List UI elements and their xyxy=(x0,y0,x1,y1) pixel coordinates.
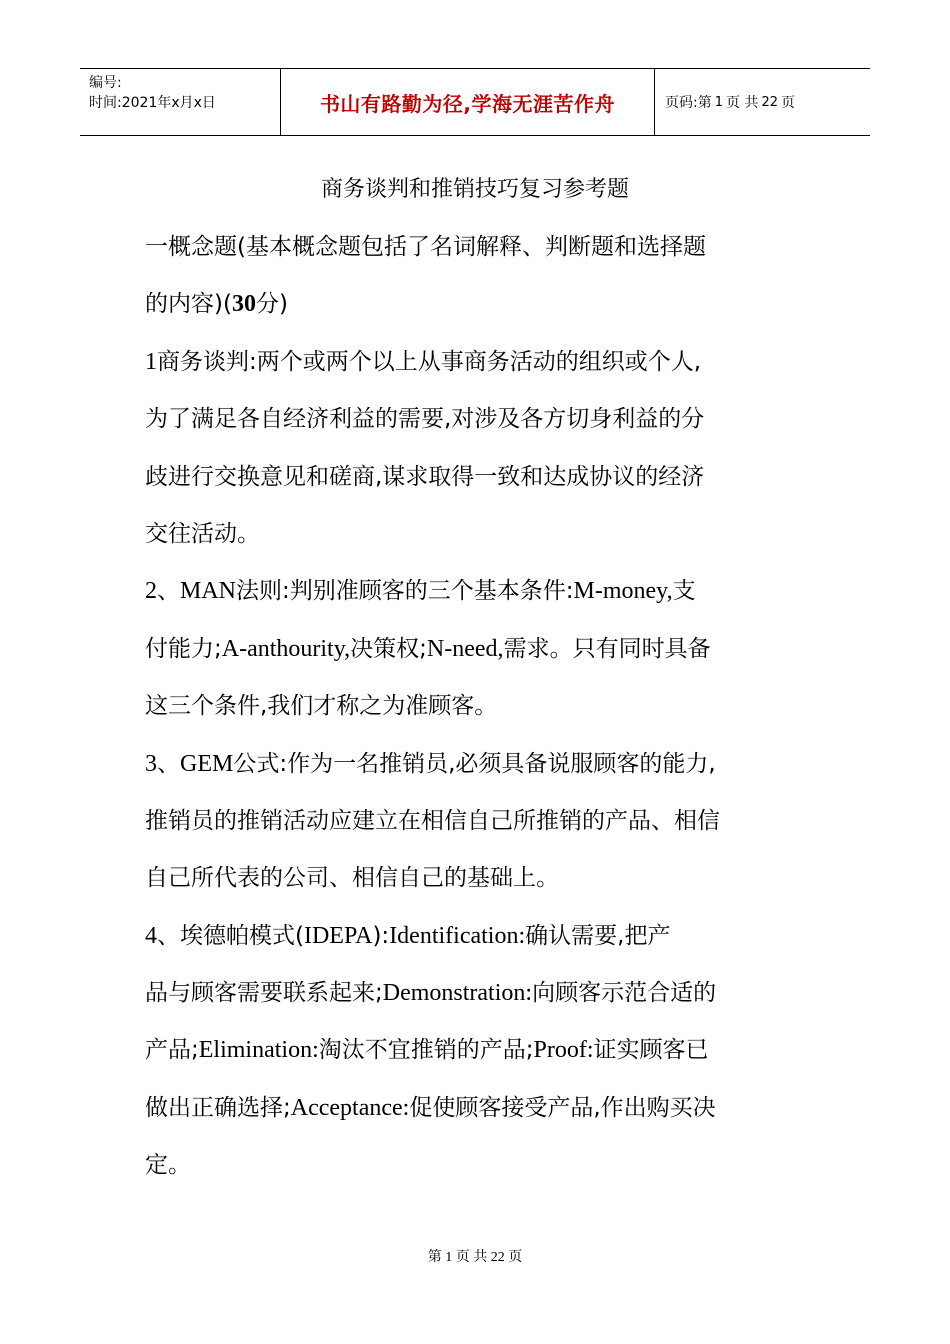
body-line xyxy=(145,801,845,858)
body-line xyxy=(145,571,845,628)
text-run: 做出正确选择; xyxy=(145,1094,291,1121)
text-run: N-need, xyxy=(426,635,504,662)
header-meta-cell xyxy=(80,69,281,135)
text-run: 、 xyxy=(157,578,180,605)
text-run: IDEPA xyxy=(303,922,373,949)
text-run: 4 xyxy=(145,922,157,949)
page-total: 22 xyxy=(761,94,778,110)
page-current: 1 xyxy=(714,94,723,110)
text-run: GEM xyxy=(180,750,234,777)
text-run: 歧进行交换意见和磋商,谋求取得一致和达成协议的经济 xyxy=(145,463,705,490)
body-line xyxy=(145,1030,845,1087)
page-suffix: 页 xyxy=(781,95,795,111)
text-run: 商务谈判:两个或两个以上从事商务活动的组织或个人, xyxy=(157,348,702,375)
text-run: 、埃德帕模式( xyxy=(157,922,304,949)
text-run: 1 xyxy=(145,348,157,375)
text-run: A-anthourity, xyxy=(221,635,351,662)
text-run: Demonstration: xyxy=(382,980,533,1007)
page-mid: 页 共 xyxy=(726,95,759,111)
motto-text: 书山有路勤为径,学海无涯苦作舟 xyxy=(319,91,616,116)
text-run: 2 xyxy=(145,578,157,605)
text-run: 产品; xyxy=(145,1037,199,1064)
body-line xyxy=(145,514,845,571)
text-run: 、 xyxy=(157,750,180,777)
text-run: Identification: xyxy=(389,922,526,949)
text-run: 向顾客示范合适的 xyxy=(532,980,717,1007)
text-run: 定。 xyxy=(145,1152,191,1179)
body-line xyxy=(145,973,845,1030)
text-run: 自己所代表的公司、相信自己的基础上。 xyxy=(145,865,559,892)
body-line xyxy=(145,457,845,514)
document-title: 商务谈判和推销技巧复习参考题 xyxy=(320,177,629,202)
page-footer: 第 1 页 共 22 页 xyxy=(427,1250,523,1265)
text-run: 淘汰不宜推销的产品; xyxy=(318,1037,534,1064)
text-run: 付能力; xyxy=(145,635,222,662)
body-line xyxy=(145,399,845,456)
text-run: MAN xyxy=(180,578,237,605)
body-line xyxy=(145,686,845,743)
text-run: Acceptance: xyxy=(290,1094,410,1121)
text-run: Proof: xyxy=(533,1037,594,1064)
body-line xyxy=(145,916,845,973)
text-run: 决策权; xyxy=(350,635,427,662)
header-motto-cell xyxy=(281,69,655,135)
text-run: Elimination: xyxy=(198,1037,319,1064)
text-run: 分) xyxy=(255,291,288,318)
text-run: M-money, xyxy=(573,578,673,605)
serial-number-label: 编号: xyxy=(89,75,122,91)
text-run: 一概念题(基本概念题包括了名词解释、判断题和选择题 xyxy=(145,234,706,260)
text-run: 推销员的推销活动应建立在相信自己所推销的产品、相信 xyxy=(145,807,720,834)
text-run: 交往活动。 xyxy=(145,520,260,547)
body-line xyxy=(145,744,845,801)
text-run: 3 xyxy=(145,750,157,777)
text-run: 促使顾客接受产品,作出购买决 xyxy=(409,1094,716,1121)
text-run: 30 xyxy=(231,291,256,318)
document-body xyxy=(145,227,845,1203)
header-page-cell xyxy=(655,69,870,135)
text-run: 这三个条件,我们才称之为准顾客。 xyxy=(145,693,498,720)
body-line xyxy=(145,1145,845,1202)
body-line xyxy=(145,1088,845,1145)
text-run: 法则:判别准顾客的三个基本条件: xyxy=(236,578,574,605)
text-run: ): xyxy=(372,922,390,949)
page-header xyxy=(80,68,870,136)
text-run: 支 xyxy=(672,578,696,605)
body-line xyxy=(145,227,845,284)
text-run: 为了满足各自经济利益的需要,对涉及各方切身利益的分 xyxy=(145,406,705,433)
body-line xyxy=(145,284,845,341)
text-run: 需求。只有同时具备 xyxy=(503,635,711,662)
body-line xyxy=(145,629,845,686)
text-run: 的内容)( xyxy=(145,291,232,318)
body-line xyxy=(145,342,845,399)
text-run: 证实顾客已 xyxy=(593,1037,709,1064)
date-label: 时间:2021年x月x日 xyxy=(89,95,216,111)
body-line xyxy=(145,858,845,915)
text-run: 公式:作为一名推销员,必须具备说服顾客的能力, xyxy=(233,750,716,777)
page-prefix: 页码:第 xyxy=(665,95,712,111)
text-run: 确认需要,把产 xyxy=(525,922,671,949)
text-run: 品与顾客需要联系起来; xyxy=(145,980,383,1007)
